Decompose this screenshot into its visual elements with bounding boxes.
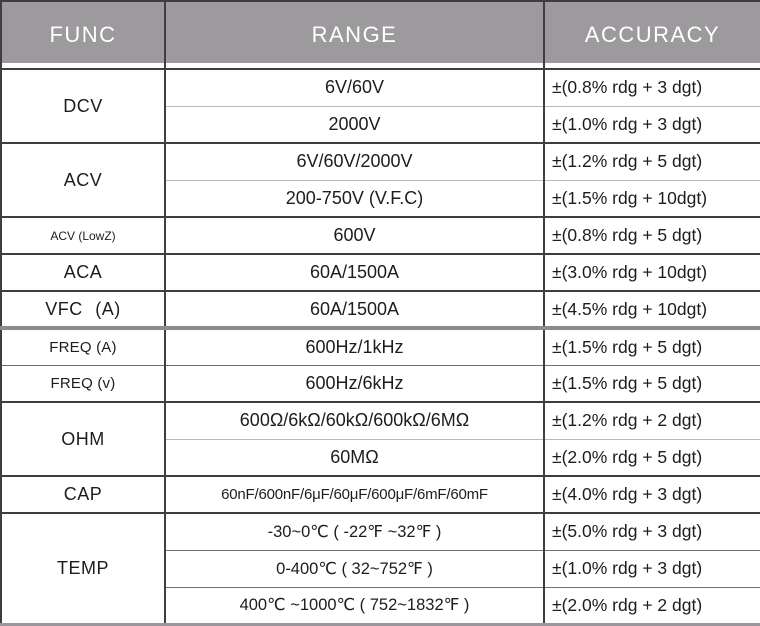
table-row — [1, 476, 760, 513]
accuracy-cell: ±(4.5% rdg + 10dgt) — [544, 291, 760, 328]
header-accuracy: ACCURACY — [544, 1, 760, 69]
table-row — [1, 402, 760, 439]
table-row — [1, 254, 760, 291]
func-cell-aca: ACA — [1, 254, 165, 291]
accuracy-cell: ±(4.0% rdg + 3 dgt) — [544, 476, 760, 513]
func-cell-freq-v: FREQ (v) — [1, 365, 165, 402]
accuracy-cell: ±(1.0% rdg + 3 dgt) — [544, 550, 760, 587]
func-cell-temp: TEMP — [1, 513, 165, 624]
table-row — [1, 69, 760, 106]
accuracy-cell: ±(1.2% rdg + 5 dgt) — [544, 143, 760, 180]
table-row — [1, 513, 760, 550]
accuracy-cell: ±(1.0% rdg + 3 dgt) — [544, 106, 760, 143]
func-cell-ohm: OHM — [1, 402, 165, 476]
accuracy-cell: ±(2.0% rdg + 5 dgt) — [544, 439, 760, 476]
range-cell: 60A/1500A — [165, 291, 544, 328]
func-cell-vfc-a: VFC (A) — [1, 291, 165, 328]
range-cell: 6V/60V/2000V — [165, 143, 544, 180]
func-cell-dcv: DCV — [1, 69, 165, 143]
table-row — [1, 291, 760, 328]
range-cell: 400℃ ~1000℃ ( 752~1832℉ ) — [165, 587, 544, 624]
table-row — [1, 143, 760, 180]
range-cell: 2000V — [165, 106, 544, 143]
range-cell: 600Hz/1kHz — [165, 328, 544, 365]
accuracy-cell: ±(5.0% rdg + 3 dgt) — [544, 513, 760, 550]
range-cell: -30~0℃ ( -22℉ ~32℉ ) — [165, 513, 544, 550]
accuracy-cell: ±(1.5% rdg + 5 dgt) — [544, 365, 760, 402]
accuracy-cell: ±(0.8% rdg + 5 dgt) — [544, 217, 760, 254]
table-header — [1, 1, 760, 69]
range-cell: 200-750V (V.F.C) — [165, 180, 544, 217]
func-cell-acv: ACV — [1, 143, 165, 217]
range-cell: 600Hz/6kHz — [165, 365, 544, 402]
range-cell: 600Ω/6kΩ/60kΩ/600kΩ/6MΩ — [165, 402, 544, 439]
range-cell: 600V — [165, 217, 544, 254]
header-row — [1, 1, 760, 69]
range-cell: 0-400℃ ( 32~752℉ ) — [165, 550, 544, 587]
range-cell: 60MΩ — [165, 439, 544, 476]
range-cell: 60A/1500A — [165, 254, 544, 291]
accuracy-cell: ±(1.5% rdg + 10dgt) — [544, 180, 760, 217]
table-row — [1, 217, 760, 254]
table-row — [1, 365, 760, 402]
range-cell: 6V/60V — [165, 69, 544, 106]
func-cell-cap: CAP — [1, 476, 165, 513]
accuracy-cell: ±(0.8% rdg + 3 dgt) — [544, 69, 760, 106]
table-row — [1, 328, 760, 365]
header-range: RANGE — [165, 1, 544, 69]
accuracy-cell: ±(2.0% rdg + 2 dgt) — [544, 587, 760, 624]
accuracy-cell: ±(3.0% rdg + 10dgt) — [544, 254, 760, 291]
range-cell: 60nF/600nF/6μF/60μF/600μF/6mF/60mF — [165, 476, 544, 513]
header-func: FUNC — [1, 1, 165, 69]
func-cell-acv-lowz: ACV (LowZ) — [1, 217, 165, 254]
func-cell-freq-a: FREQ (A) — [1, 328, 165, 365]
accuracy-cell: ±(1.2% rdg + 2 dgt) — [544, 402, 760, 439]
accuracy-cell: ±(1.5% rdg + 5 dgt) — [544, 328, 760, 365]
